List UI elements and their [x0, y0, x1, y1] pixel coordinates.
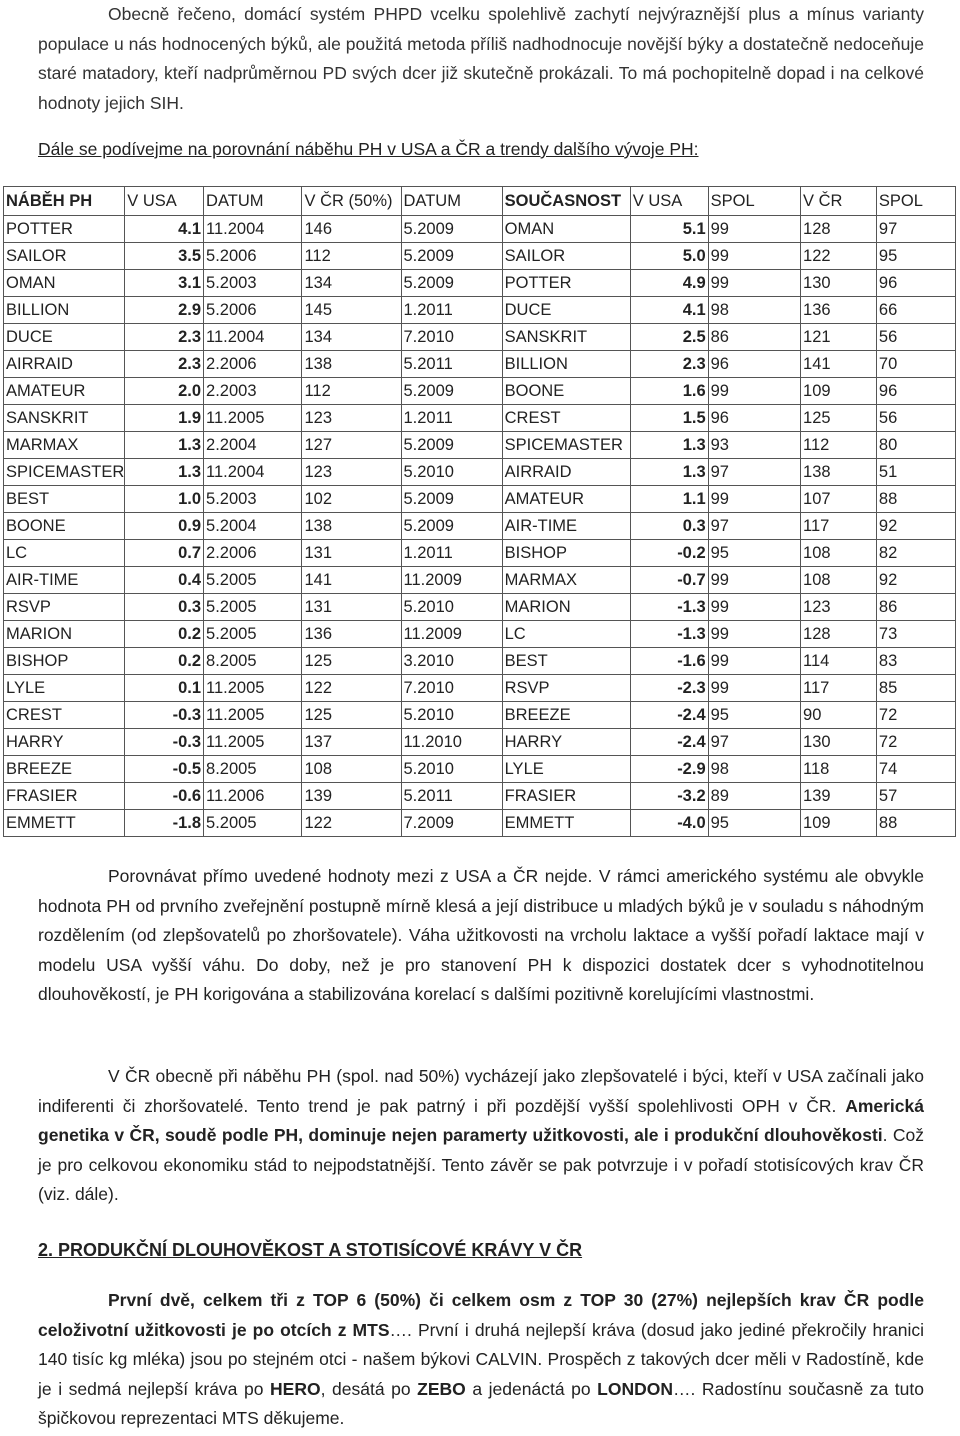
- table-cell: POTTER: [502, 270, 630, 297]
- table-cell: 0.7: [125, 540, 204, 567]
- header-cell: NÁBĚH PH: [4, 187, 125, 216]
- table-cell: 1.3: [630, 432, 708, 459]
- table-cell: 109: [801, 810, 877, 837]
- table-cell: LYLE: [502, 756, 630, 783]
- bull-name-hero: HERO: [270, 1378, 321, 1399]
- table-cell: 88: [876, 810, 955, 837]
- table-cell: OMAN: [4, 270, 125, 297]
- table-cell: 139: [801, 783, 877, 810]
- table-cell: AIRRAID: [502, 459, 630, 486]
- table-cell: 11.2009: [401, 621, 502, 648]
- header-cell: SPOL: [876, 187, 955, 216]
- paragraph-cr-trend-part2: . Což je pro celkovou ekonomiku stád to nejpodstatnější. Tento závěr se pak potvrzuje i v pořadí stotisícových krav ČR (viz. dále).: [38, 1125, 924, 1204]
- table-cell: 56: [876, 324, 955, 351]
- table-cell: 82: [876, 540, 955, 567]
- table-cell: 122: [302, 675, 401, 702]
- table-cell: 4.9: [630, 270, 708, 297]
- table-cell: BREEZE: [502, 702, 630, 729]
- table-cell: 123: [801, 594, 877, 621]
- table-cell: 88: [876, 486, 955, 513]
- ph-comparison-table: [3, 186, 956, 837]
- table-cell: RSVP: [502, 675, 630, 702]
- table-cell: 138: [302, 513, 401, 540]
- table-cell: 51: [876, 459, 955, 486]
- table-cell: 89: [708, 783, 800, 810]
- table-cell: 96: [876, 270, 955, 297]
- paragraph-top-cows-bold: První dvě, celkem tři z TOP 6 (50%) či celkem osm z TOP 30 (27%) nejlepších krav ČR podle celoživotní užitkovosti je po otcích z MTS: [38, 1290, 924, 1340]
- table-cell: 108: [801, 540, 877, 567]
- table-row: [4, 675, 956, 702]
- table-cell: FRASIER: [502, 783, 630, 810]
- table-row: [4, 432, 956, 459]
- table-cell: -0.3: [125, 702, 204, 729]
- table-cell: 0.2: [125, 621, 204, 648]
- table-cell: 99: [708, 243, 800, 270]
- header-cell: V ČR: [801, 187, 877, 216]
- table-cell: 99: [708, 216, 800, 243]
- table-cell: 114: [801, 648, 877, 675]
- table-cell: 5.2009: [401, 513, 502, 540]
- table-cell: 96: [708, 351, 800, 378]
- table-cell: 93: [708, 432, 800, 459]
- table-cell: BOONE: [4, 513, 125, 540]
- table-cell: 5.2010: [401, 756, 502, 783]
- table-cell: -1.3: [630, 621, 708, 648]
- section-heading: 2. PRODUKČNÍ DLOUHOVĚKOST A STOTISÍCOVÉ KRÁVY V ČR: [38, 1240, 583, 1260]
- table-cell: POTTER: [4, 216, 125, 243]
- table-cell: 5.2003: [204, 270, 302, 297]
- table-cell: BISHOP: [502, 540, 630, 567]
- table-cell: 11.2010: [401, 729, 502, 756]
- table-cell: 112: [801, 432, 877, 459]
- table-cell: 56: [876, 405, 955, 432]
- table-cell: 5.0: [630, 243, 708, 270]
- table-row: [4, 594, 956, 621]
- table-cell: 5.2006: [204, 297, 302, 324]
- table-cell: 95: [708, 702, 800, 729]
- table-cell: AIR-TIME: [502, 513, 630, 540]
- paragraph-cr-trend-part1: V ČR obecně při náběhu PH (spol. nad 50%) vycházejí jako zlepšovatelé i býci, kteří v USA začínali jako indiferenti či zhoršovatelé. Tento trend je pak patrný i při pozdější vyšší spolehlivosti OPH v ČR.: [38, 1066, 924, 1116]
- table-cell: 11.2005: [204, 702, 302, 729]
- paragraph-phpd-summary: Obecně řečeno, domácí systém PHPD vcelku spolehlivě zachytí nejvýraznější plus a mínus varianty populace u nás hodnocených býků, ale použitá metoda příliš nadhodnocuje novější býky a dostatečně nedoceňuje staré matadory, kteří nadprůměrnou PD svých dcer již skutečně prokázali. To má pochopitelně dopad i na celkové hodnoty jejich SIH.: [38, 4, 924, 113]
- table-cell: 4.1: [630, 297, 708, 324]
- table-cell: BISHOP: [4, 648, 125, 675]
- table-cell: 5.2009: [401, 216, 502, 243]
- table-cell: 2.3: [125, 324, 204, 351]
- table-cell: LC: [502, 621, 630, 648]
- table-cell: 2.2004: [204, 432, 302, 459]
- table-cell: 5.2003: [204, 486, 302, 513]
- table-row: [4, 216, 956, 243]
- table-cell: 137: [302, 729, 401, 756]
- header-cell: DATUM: [401, 187, 502, 216]
- table-cell: 2.2006: [204, 351, 302, 378]
- table-cell: CREST: [4, 702, 125, 729]
- bull-name-london: LONDON: [597, 1378, 673, 1399]
- table-cell: SAILOR: [4, 243, 125, 270]
- table-cell: 2.5: [630, 324, 708, 351]
- table-cell: 3.2010: [401, 648, 502, 675]
- table-cell: LYLE: [4, 675, 125, 702]
- table-cell: 83: [876, 648, 955, 675]
- table-row: [4, 324, 956, 351]
- table-cell: 86: [876, 594, 955, 621]
- table-cell: SPICEMASTER: [502, 432, 630, 459]
- table-cell: MARION: [4, 621, 125, 648]
- table-cell: DUCE: [502, 297, 630, 324]
- table-cell: 121: [801, 324, 877, 351]
- table-cell: SANSKRIT: [502, 324, 630, 351]
- table-cell: 2.2003: [204, 378, 302, 405]
- header-cell: DATUM: [204, 187, 302, 216]
- table-cell: MARMAX: [4, 432, 125, 459]
- table-cell: -2.4: [630, 729, 708, 756]
- table-cell: BEST: [502, 648, 630, 675]
- paragraph-usa-vs-cr: Porovnávat přímo uvedené hodnoty mezi z USA a ČR nejde. V rámci amerického systému ale obvykle hodnota PH od prvního zveřejnění postupně mírně klesá a její distribuce u mladých býků je v souladu s náhodným rozdělením (od zlepšovatelů po zhoršovatele). Váha užitkovosti na vrcholu laktace a vyšší pořadí laktace mají v modelu USA vyšší váhu. Do doby, než je pro stanovení PH k dispozici dostatek dcer s vyhodnotitelnou dlouhověkostí, je PH korigována a stabilizována korelací s dalšími pozitivně korelujícími vlastnostmi.: [38, 866, 924, 1004]
- table-row: [4, 621, 956, 648]
- table-cell: 5.2009: [401, 270, 502, 297]
- table-cell: 125: [302, 648, 401, 675]
- table-cell: 1.3: [125, 459, 204, 486]
- table-cell: 2.2006: [204, 540, 302, 567]
- table-cell: OMAN: [502, 216, 630, 243]
- table-cell: 92: [876, 567, 955, 594]
- table-cell: BEST: [4, 486, 125, 513]
- table-cell: 5.2009: [401, 432, 502, 459]
- table-cell: 11.2009: [401, 567, 502, 594]
- table-cell: 128: [801, 216, 877, 243]
- table-cell: -0.5: [125, 756, 204, 783]
- table-cell: 5.2004: [204, 513, 302, 540]
- table-cell: HARRY: [502, 729, 630, 756]
- table-cell: 102: [302, 486, 401, 513]
- table-cell: 95: [876, 243, 955, 270]
- table-cell: 112: [302, 243, 401, 270]
- table-cell: 125: [302, 702, 401, 729]
- table-cell: -3.2: [630, 783, 708, 810]
- table-cell: 139: [302, 783, 401, 810]
- table-row: [4, 567, 956, 594]
- table-cell: 123: [302, 405, 401, 432]
- table-cell: EMMETT: [502, 810, 630, 837]
- table-row: [4, 459, 956, 486]
- table-cell: -1.6: [630, 648, 708, 675]
- table-row: [4, 513, 956, 540]
- table-cell: 73: [876, 621, 955, 648]
- table-cell: 0.4: [125, 567, 204, 594]
- table-cell: 8.2005: [204, 648, 302, 675]
- table-cell: 0.3: [125, 594, 204, 621]
- table-cell: 107: [801, 486, 877, 513]
- table-cell: 5.2005: [204, 567, 302, 594]
- header-cell: V USA: [630, 187, 708, 216]
- table-cell: 1.6: [630, 378, 708, 405]
- table-cell: 7.2010: [401, 324, 502, 351]
- table-cell: 127: [302, 432, 401, 459]
- table-cell: 141: [302, 567, 401, 594]
- table-cell: 99: [708, 486, 800, 513]
- table-cell: -2.9: [630, 756, 708, 783]
- table-cell: 108: [302, 756, 401, 783]
- paragraph-top-cows-part4: …. Radostínu současně za tuto špičkovou reprezentaci MTS děkujeme.: [38, 1378, 924, 1428]
- table-cell: 1.2011: [401, 405, 502, 432]
- table-cell: 125: [801, 405, 877, 432]
- table-cell: 1.9: [125, 405, 204, 432]
- table-row: [4, 486, 956, 513]
- table-cell: 5.2009: [401, 378, 502, 405]
- table-cell: 8.2005: [204, 756, 302, 783]
- table-cell: 70: [876, 351, 955, 378]
- table-cell: 0.2: [125, 648, 204, 675]
- table-cell: 128: [801, 621, 877, 648]
- table-row: [4, 702, 956, 729]
- table-cell: 1.3: [125, 432, 204, 459]
- table-intro: Dále se podívejme na porovnání náběhu PH v USA a ČR a trendy dalšího vývoje PH:: [38, 139, 699, 159]
- table-cell: SPICEMASTER: [4, 459, 125, 486]
- table-cell: 95: [708, 810, 800, 837]
- table-cell: 3.5: [125, 243, 204, 270]
- table-cell: 1.2011: [401, 540, 502, 567]
- table-cell: 134: [302, 324, 401, 351]
- table-row: [4, 810, 956, 837]
- table-cell: -1.8: [125, 810, 204, 837]
- header-cell: V USA: [125, 187, 204, 216]
- table-row: [4, 729, 956, 756]
- table-cell: EMMETT: [4, 810, 125, 837]
- table-cell: 5.2005: [204, 621, 302, 648]
- table-cell: 5.2006: [204, 243, 302, 270]
- table-cell: LC: [4, 540, 125, 567]
- table-cell: 145: [302, 297, 401, 324]
- table-cell: 95: [708, 540, 800, 567]
- table-cell: 130: [801, 270, 877, 297]
- paragraph-top-cows-part3: a jedenáctá po: [465, 1378, 598, 1399]
- table-cell: -1.3: [630, 594, 708, 621]
- table-cell: 118: [801, 756, 877, 783]
- table-cell: 3.1: [125, 270, 204, 297]
- table-cell: -0.2: [630, 540, 708, 567]
- table-cell: BILLION: [4, 297, 125, 324]
- header-cell: SOUČASNOST: [502, 187, 630, 216]
- table-cell: 99: [708, 675, 800, 702]
- table-cell: 1.2011: [401, 297, 502, 324]
- table-cell: 112: [302, 378, 401, 405]
- table-cell: 5.2010: [401, 702, 502, 729]
- table-cell: BREEZE: [4, 756, 125, 783]
- table-cell: 5.2010: [401, 459, 502, 486]
- table-cell: 86: [708, 324, 800, 351]
- table-row: [4, 783, 956, 810]
- table-cell: 98: [708, 297, 800, 324]
- table-row: [4, 297, 956, 324]
- table-cell: 11.2005: [204, 729, 302, 756]
- table-header-row: [4, 187, 956, 216]
- table-cell: 109: [801, 378, 877, 405]
- table-cell: 90: [801, 702, 877, 729]
- table-cell: 136: [302, 621, 401, 648]
- paragraph-top-cows: [38, 1286, 924, 1434]
- table-cell: 11.2005: [204, 405, 302, 432]
- table-cell: 72: [876, 702, 955, 729]
- table-cell: 117: [801, 513, 877, 540]
- table-cell: 72: [876, 729, 955, 756]
- table-row: [4, 270, 956, 297]
- table-cell: 97: [708, 729, 800, 756]
- table-cell: 74: [876, 756, 955, 783]
- table-cell: 146: [302, 216, 401, 243]
- table-cell: HARRY: [4, 729, 125, 756]
- table-cell: 122: [801, 243, 877, 270]
- table-cell: -0.3: [125, 729, 204, 756]
- table-cell: 2.0: [125, 378, 204, 405]
- table-cell: -2.3: [630, 675, 708, 702]
- table-cell: RSVP: [4, 594, 125, 621]
- table-cell: 7.2009: [401, 810, 502, 837]
- table-cell: 99: [708, 648, 800, 675]
- table-cell: 141: [801, 351, 877, 378]
- table-cell: 2.3: [125, 351, 204, 378]
- table-cell: SAILOR: [502, 243, 630, 270]
- table-row: [4, 405, 956, 432]
- table-row: [4, 756, 956, 783]
- table-cell: -0.7: [630, 567, 708, 594]
- table-cell: 11.2004: [204, 216, 302, 243]
- table-cell: MARMAX: [502, 567, 630, 594]
- table-cell: 1.1: [630, 486, 708, 513]
- table-cell: 138: [801, 459, 877, 486]
- table-cell: 99: [708, 567, 800, 594]
- table-cell: AMATEUR: [4, 378, 125, 405]
- table-cell: 117: [801, 675, 877, 702]
- table-cell: BILLION: [502, 351, 630, 378]
- table-row: [4, 540, 956, 567]
- table-cell: MARION: [502, 594, 630, 621]
- bull-name-zebo: ZEBO: [417, 1378, 466, 1399]
- table-cell: 11.2004: [204, 459, 302, 486]
- table-cell: 136: [801, 297, 877, 324]
- table-cell: 97: [708, 459, 800, 486]
- table-cell: 96: [708, 405, 800, 432]
- table-cell: FRASIER: [4, 783, 125, 810]
- table-cell: 1.3: [630, 459, 708, 486]
- table-cell: 5.2011: [401, 351, 502, 378]
- table-cell: 11.2006: [204, 783, 302, 810]
- table-cell: 7.2010: [401, 675, 502, 702]
- table-cell: 1.0: [125, 486, 204, 513]
- table-cell: AMATEUR: [502, 486, 630, 513]
- table-cell: 99: [708, 270, 800, 297]
- table-cell: 98: [708, 756, 800, 783]
- table-cell: 138: [302, 351, 401, 378]
- table-cell: 85: [876, 675, 955, 702]
- table-cell: 130: [801, 729, 877, 756]
- table-cell: 80: [876, 432, 955, 459]
- table-cell: 5.2009: [401, 243, 502, 270]
- table-cell: 1.5: [630, 405, 708, 432]
- table-cell: 92: [876, 513, 955, 540]
- table-cell: 5.2005: [204, 810, 302, 837]
- table-cell: 57: [876, 783, 955, 810]
- table-cell: 2.3: [630, 351, 708, 378]
- table-row: [4, 351, 956, 378]
- table-cell: -0.6: [125, 783, 204, 810]
- paragraph-cr-trend-bold: Americká genetika v ČR, soudě podle PH, dominuje nejen paramerty užitkovosti, ale i produkční dlouhověkosti: [38, 1095, 924, 1145]
- table-cell: 99: [708, 594, 800, 621]
- table-cell: 99: [708, 621, 800, 648]
- table-cell: 5.2009: [401, 486, 502, 513]
- table-cell: 11.2004: [204, 324, 302, 351]
- table-cell: 5.2011: [401, 783, 502, 810]
- table-cell: 5.2010: [401, 594, 502, 621]
- table-cell: 96: [876, 378, 955, 405]
- table-cell: 99: [708, 378, 800, 405]
- table-cell: 97: [708, 513, 800, 540]
- table-cell: 0.1: [125, 675, 204, 702]
- table-row: [4, 648, 956, 675]
- table-cell: 5.2005: [204, 594, 302, 621]
- paragraph-top-cows-part2: , desátá po: [320, 1378, 418, 1399]
- table-cell: 131: [302, 540, 401, 567]
- table-cell: AIR-TIME: [4, 567, 125, 594]
- table-cell: 123: [302, 459, 401, 486]
- table-cell: SANSKRIT: [4, 405, 125, 432]
- table-cell: 11.2005: [204, 675, 302, 702]
- table-cell: -4.0: [630, 810, 708, 837]
- table-cell: 97: [876, 216, 955, 243]
- table-cell: 134: [302, 270, 401, 297]
- table-cell: 0.9: [125, 513, 204, 540]
- table-cell: 66: [876, 297, 955, 324]
- table-cell: 4.1: [125, 216, 204, 243]
- table-cell: CREST: [502, 405, 630, 432]
- header-cell: V ČR (50%): [302, 187, 401, 216]
- table-cell: AIRRAID: [4, 351, 125, 378]
- table-cell: -2.4: [630, 702, 708, 729]
- table-cell: 122: [302, 810, 401, 837]
- table-row: [4, 243, 956, 270]
- paragraph-cr-trend: [38, 1062, 924, 1210]
- table-cell: 5.1: [630, 216, 708, 243]
- table-cell: 0.3: [630, 513, 708, 540]
- header-cell: SPOL: [708, 187, 800, 216]
- table-cell: 2.9: [125, 297, 204, 324]
- table-cell: 108: [801, 567, 877, 594]
- paragraph-top-cows-part1: …. První i druhá nejlepší kráva (dosud jako jediné překročily hranici 140 tisíc kg mléka) jsou po stejném otci - našem býkovi CALVIN. Prospěch z takových dcer měli v Radostíně, kde je i sedmá nejlepší kráva po: [38, 1319, 924, 1399]
- table-row: [4, 378, 956, 405]
- table-cell: BOONE: [502, 378, 630, 405]
- table-cell: DUCE: [4, 324, 125, 351]
- table-cell: 131: [302, 594, 401, 621]
